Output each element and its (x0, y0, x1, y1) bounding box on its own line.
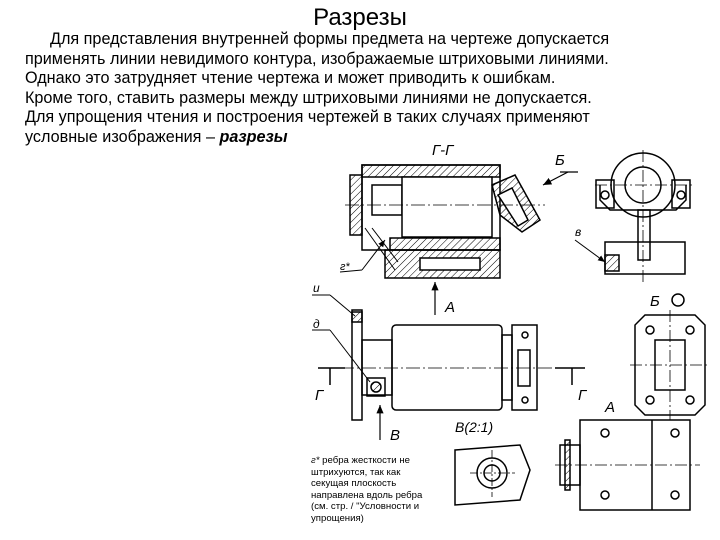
label-b-view: Б (650, 293, 660, 310)
paragraph-line: Для упрощения чтения и построения чертежей в таких случаях применяют (25, 108, 590, 127)
label-a-arrow: А (445, 299, 456, 316)
section-gg-drawing (345, 165, 545, 278)
paragraph-last-prefix: условные изображения – (25, 127, 215, 146)
note-line: упрощения) (311, 512, 364, 524)
paragraph-line: Для представления внутренней формы предмета на чертеже допускается (50, 30, 610, 48)
note-line: (см. стр. / "Условности и (311, 501, 420, 513)
view-b-drawing (630, 294, 710, 420)
main-view-drawing (340, 310, 560, 420)
label-a-view: А (605, 399, 616, 416)
paragraph-line: применять линии невидимого контура, изображаемые штриховыми линиями. (25, 49, 609, 68)
view-v-detail-drawing (455, 445, 530, 505)
label-g-right: Г (578, 387, 587, 404)
paragraph-line: Кроме того, ставить размеры между штриховыми линиями не допускается. (25, 88, 592, 107)
page-title: Разрезы (313, 4, 407, 31)
view-a-drawing (555, 420, 700, 510)
note-text: ребра жесткости не (322, 455, 410, 466)
label-g-left: Г (315, 387, 324, 404)
note-line: направлена вдоль ребра (311, 489, 423, 501)
note-line-1 (311, 455, 441, 467)
label-v-scale: В(2:1) (455, 419, 494, 435)
note-marker: г* (311, 455, 320, 466)
note-line: секущая плоскость (311, 478, 397, 490)
label-section-gg: Г-Г (432, 142, 454, 159)
term-razrezy: разрезы (219, 127, 288, 146)
note-line: штрихуются, так как (311, 466, 401, 478)
label-rib: г* (340, 261, 350, 273)
paragraph-line: Однако это затрудняет чтение чертежа и может приводить к ошибкам. (25, 69, 556, 88)
label-v-arrow: В (390, 427, 401, 444)
label-view-b-top: Б (555, 152, 565, 169)
end-view-drawing (595, 150, 695, 282)
label-d: д (313, 317, 320, 331)
rib-footnote (311, 455, 441, 525)
label-v-small: в (575, 225, 582, 239)
label-i: и (313, 281, 320, 295)
